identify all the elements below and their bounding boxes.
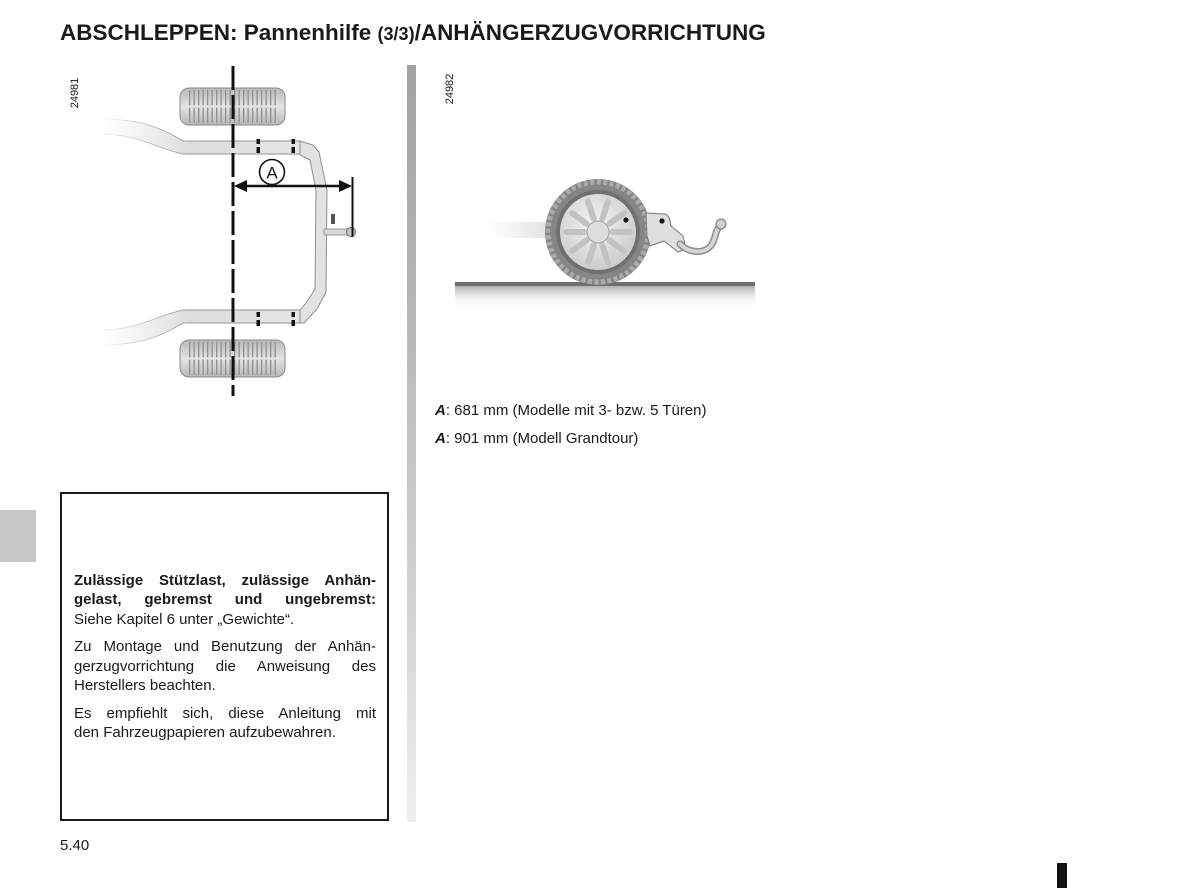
notice-line: Zulässige Stützlast, zulässige Anhän- [74, 571, 376, 589]
dimension-a-line-1 [435, 401, 707, 421]
notice-paragraph-mounting [74, 637, 376, 696]
rear-wheel [545, 179, 651, 285]
dimension-value: : 901 mm (Modell Grandtour) [445, 430, 639, 447]
notice-line: Zu Montage und Benutzung der Anhän- [74, 638, 376, 655]
notice-line: gerzugvorrichtung die Anweisung des [74, 657, 376, 675]
notice-paragraph-storage [74, 704, 376, 743]
towbar-crossmember [300, 141, 327, 323]
title-part-indicator: (3/3) [377, 24, 415, 44]
dimension-label: A [435, 402, 446, 419]
page-edge-mark [1057, 863, 1067, 888]
notice-line: Siehe Kapitel 6 unter „Gewichte“. [74, 610, 295, 628]
chapter-tab-marker [0, 510, 36, 562]
tow-ball-coupling [324, 214, 356, 237]
page-number: 5.40 [60, 837, 90, 854]
figure-number-left: 24981 [69, 77, 81, 109]
callout-a-label: A [266, 163, 278, 183]
tow-hitch-side [646, 213, 726, 252]
dimension-a-arrow [234, 177, 353, 237]
page-title [60, 19, 766, 48]
notice-line: Herstellers beachten. [74, 677, 216, 694]
notice-box [60, 492, 389, 821]
callout-a [260, 160, 285, 185]
notice-line: Es empfiehlt sich, diese Anleitung mit [74, 704, 376, 722]
dimension-a-line-2 [435, 429, 638, 449]
column-divider [407, 65, 416, 822]
notice-line: den Fahrzeugpapieren aufzubewahren. [74, 724, 336, 741]
title-main: ABSCHLEPPEN: Pannenhilfe [60, 20, 378, 45]
dimension-label: A [435, 430, 446, 447]
title-subtopic: /ANHÄNGERZUGVORRICHTUNG [414, 20, 766, 45]
dimension-value: : 681 mm (Modelle mit 3- bzw. 5 Türen) [445, 402, 707, 419]
figure-number-right: 24982 [444, 73, 456, 105]
notice-line: gelast, gebremst und ungebremst: [74, 591, 376, 608]
ground-shadow [455, 286, 755, 308]
towbar-top-view-diagram [60, 60, 410, 405]
towbar-side-view-diagram [440, 60, 770, 320]
notice-paragraph-load [74, 571, 376, 630]
